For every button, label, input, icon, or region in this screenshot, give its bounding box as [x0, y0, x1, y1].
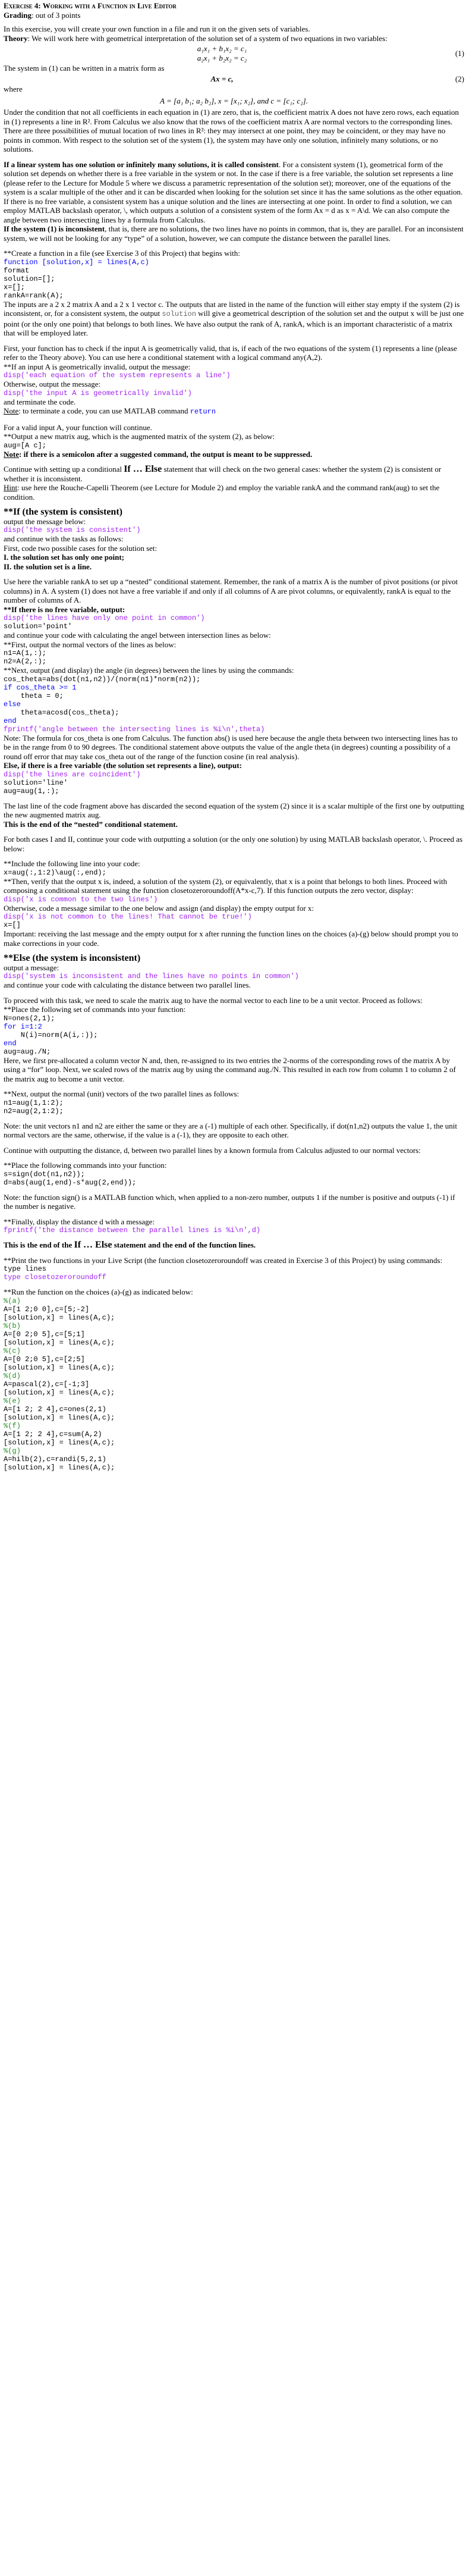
end-text-c: statement and the end of the function lines. [112, 1240, 256, 1249]
grading-label: Grading [4, 10, 32, 20]
code-free-variable-line: disp('the lines are coincident') [4, 770, 141, 779]
function-header-code-line: format [4, 266, 30, 275]
grading-line [4, 11, 464, 20]
note-label: Note [4, 406, 19, 415]
consistent-paragraph [4, 160, 464, 225]
hint-paragraph [4, 483, 464, 502]
code-distance-line: d=abs(aug(1,end)-s*aug(2,end)); [4, 1178, 137, 1187]
ifelse-paragraph [4, 465, 464, 483]
both-cases-paragraph: For both cases I and II, continue your code with outputting a solution (or the only one solution) by using MATLAB backslash operator, \. Proceed as below: [4, 835, 463, 853]
terminate-note [4, 406, 464, 417]
code-normal-vectors [4, 649, 464, 666]
semicolon-note-label: Note [4, 449, 19, 459]
nested-end-paragraph: This is the end of the “nested” conditional statement. [4, 819, 178, 829]
code-run-choices-line: [solution,x] = lines(A,c); [4, 1338, 115, 1347]
angle-note: Note: The formula for cos_theta is one from Calculus. The function abs() is used here because the angle theta between two intersecting lines has to be in the range from 0 to 90 degrees. The conditional statement above outputs the value of the angle theta (in degrees) counting a possibility of a round off error that may take cos_theta out of the range of the function cosine (in real analysis). [4, 733, 458, 761]
case-one: I. the solution set has only one point; [4, 553, 124, 562]
code-run-choices-line: %(e) [4, 1396, 21, 1405]
code-disp-valid: disp('each equation of the system represents a line') [4, 371, 231, 380]
code-scale [4, 1014, 464, 1056]
code-disp-common: disp('x is common to the two lines') [4, 895, 158, 904]
hint-label: Hint [4, 483, 18, 492]
first-check-paragraph: First, your function has to check if the input A is geometrically valid, that is, if each of the two equations of the system (1) represents a line (please refer to the Theory above). You can use here a conditional statement with a logical command any(A,2). [4, 343, 457, 362]
matrix-intro: The system in (1) can be written in a matrix form as [4, 64, 165, 73]
place-commands-label: **Place the following set of commands into your function: [4, 1005, 186, 1014]
if-output-label: output the message below: [4, 516, 86, 526]
code-run-choices-line: [solution,x] = lines(A,c); [4, 1413, 115, 1422]
code-run-choices-line: %(b) [4, 1321, 21, 1330]
matrix-equation-body: Ax = c, [210, 74, 234, 83]
consistent-lead: If a linear system has one solution or infinitely many solutions, it is called consistent [4, 159, 279, 169]
inputs-outputs-paragraph [4, 300, 464, 338]
else-output-label: output a message: [4, 963, 59, 972]
hint-text: : use here the Rouche-Capelli Theorem (see Lecture for Module 2) and employ the variable rankA and the command rank(aug) to set the condition. [4, 483, 440, 502]
code-run-choices-line: %(d) [4, 1371, 21, 1380]
code-angle-line: fprintf('angle between the intersecting lines is %i\n',theta) [4, 725, 265, 734]
code-disp-invalid: disp('the input A is geometrically invalid') [4, 388, 192, 397]
free-variable-label: Else, if there is a free variable (the solution set represents a line), output: [4, 761, 242, 770]
intro-paragraph: In this exercise, you will create your own function in a file and run it on the given sets of variables. [4, 24, 310, 33]
angle-intro: and continue your code with calculating the angel between intersection lines as below: [4, 631, 271, 640]
exercise-title: Exercise 4: Working with a Function in Live Editor [4, 1, 177, 10]
unit-vectors-label: **Next, output the normal (unit) vectors of the two parallel lines as follows: [4, 1089, 240, 1098]
code-fprintf-distance: fprintf('the distance between the parallel lines is %i\n',d) [4, 1226, 261, 1234]
theory-label: Theory [4, 33, 28, 43]
consistent-text: . For a consistent system (1), geometrical form of the solution set depends on whether there is a free variable in the system or not. In the case if there is a free variable, the solution set represents a line (please refer to the Lecture for Module 5 where we discuss a parametric representation of the solution set); moreover, one of the equations of the system is a scalar multiple of the other and it can be discarded when looking for the solution set since it has the same solutions as the other equation. If there is no free variable, a consistent system has a unique solution and the lines are intersecting at one point. In order to find a solution, we can employ MATLAB backslash operator, \, which outputs a solution of a consistent system of the form Ax = d as x = A\d. We can also compute the angle between two intersecting lines by a formula from Calculus. [4, 159, 463, 224]
code-run-choices-line: %(f) [4, 1421, 21, 1430]
function-header-code-line: rankA=rank(A); [4, 291, 64, 300]
code-run-choices-line: A=[1 2; 2 4],c=ones(2,1) [4, 1405, 106, 1414]
code-unit-vectors-line: n2=aug(2,1:2); [4, 1107, 64, 1115]
inconsistent-text: , that is, there are no solutions, the two lines have no points in common, that is, they are parallel. For an inconsistent system, we will not be looking for any “type” of a solution, however, we can compute the distance between the parallel lines. [4, 224, 464, 243]
print-functions-paragraph: **Print the two functions in your Live Script (the function closetozeroroundoff was created in Exercise 3 of this Project) by using commands: [4, 1255, 443, 1265]
code-disp-inconsistent: disp('system is inconsistent and the lines have no points in common') [4, 972, 299, 980]
matrix-definition: A = [a₁ b₁; a₂ b₂], x = [x₁; x₂], and c = [c₁; c₂]. [160, 96, 308, 105]
invalid-instruction: **If an input A is geometrically invalid, output the message: [4, 362, 191, 371]
important-paragraph: Important: receiving the last message and the empty output for x after running the function lines on the choices (a)-(g) below should prompt you to make corrections in your code. [4, 929, 458, 948]
angle-commands-label: **Next, output (and display) the angle (in degrees) between the lines by using the commands: [4, 666, 294, 675]
code-unit-vectors-line: n1=aug(1,1:2); [4, 1098, 64, 1107]
code-run-choices-line: %(g) [4, 1446, 21, 1455]
function-header-code-line: solution=[]; [4, 274, 55, 283]
code-run-choices-line: [solution,x] = lines(A,c); [4, 1388, 115, 1397]
code-type-commands-line: type closetozeroroundoff [4, 1273, 106, 1281]
three-possibilities-paragraph: There are three possibilities of mutual location of two lines in R²: they may intersect at one point, they may be coincident, or they may have no points in common. With respect to the solution set of the system (1), the system may have only one solution, infinitely many solutions, or no solutions. [4, 126, 446, 153]
if-consistent-heading: **If (the system is consistent) [4, 507, 122, 517]
include-line-label: **Include the following line into your code: [4, 859, 140, 868]
equation-system [4, 44, 464, 62]
no-free-variable-label: **If there is no free variable, output: [4, 604, 125, 614]
code-backslash: x=aug(:,1:2)\aug(:,end); [4, 868, 106, 877]
verify-paragraph: **Then, verify that the output x is, indeed, a solution of the system (2), or equivalently, that x is a point that belongs to both lines. Proceed with composing a conditional statement using the function closetozeroroundoff(A*x-c,7). If this function outputs the zero vector, display: [4, 876, 448, 895]
case-two: II. the solution set is a line. [4, 562, 92, 571]
code-distance-line: s=sign(dot(n1,n2)); [4, 1170, 85, 1179]
code-no-free-variable-line: solution='point' [4, 622, 73, 631]
code-run-choices-line: A=[0 2;0 5],c=[2;5] [4, 1355, 85, 1364]
ifelse-text-a: Continue with setting up a conditional [4, 465, 124, 474]
semicolon-note [4, 450, 464, 459]
code-aug: aug=[A c]; [4, 441, 47, 450]
code-run-choices-line: A=pascal(2),c=[-1;3] [4, 1380, 90, 1389]
code-normal-vectors-line: n2=A(2,:); [4, 657, 47, 666]
equation-number-2: (2) [455, 74, 464, 83]
rank-paragraph: Use here the variable rankA to set up a “nested” conditional statement. Remember, the rank of a matrix A is the number of pivot positions (or pivot columns) in A. A system (1) does not have a free variable if and only if all columns of A are pivot columns, or equivalently, rankA is equal to the number of columns of A. [4, 577, 458, 604]
augmented-instruction: **Output a new matrix aug, which is the augmented matrix of the system (2), as below: [4, 432, 275, 441]
normal-vectors-label: **First, output the normal vectors of the lines as below: [4, 640, 177, 649]
theory-paragraph [4, 34, 464, 43]
code-run-choices [4, 1297, 464, 1472]
code-no-free-variable-line: disp('the lines have only one point in common') [4, 614, 205, 622]
code-free-variable-line: solution='line' [4, 778, 68, 787]
preallocate-paragraph: Here, we first pre-allocated a column vector N and, then, re-assigned to its two entries the 2-norms of the corresponding rows of the matrix A by using a “for” loop. Next, we scaled rows of the matrix aug by using the command aug./N. This resulted in each row from column 1 to column 2 of the matrix aug to become a unit vector. [4, 1055, 456, 1083]
else-continue-label: and continue your code with calculating the distance between two parallel lines. [4, 980, 251, 989]
end-text-a: This is the end of the [4, 1240, 74, 1249]
code-run-choices-line: %(c) [4, 1346, 21, 1355]
semicolon-note-text: : if there is a semicolon after a suggested command, the output is meant to be suppressed. [19, 449, 313, 459]
code-run-choices-line: [solution,x] = lines(A,c); [4, 1463, 115, 1472]
code-angle-line: else [4, 700, 21, 709]
code-not-common-line: disp('x is not common to the lines! That cannot be true!') [4, 913, 252, 921]
note-code-return: return [190, 408, 216, 416]
code-run-choices-line: A=[1 2; 2 4],c=sum(A,2) [4, 1430, 102, 1439]
code-not-common-line: x=[] [4, 921, 21, 929]
function-header-code-line: function [solution,x] = lines(A,c) [4, 258, 149, 267]
code-no-free-variable [4, 614, 464, 631]
code-angle-line: if cos_theta >= 1 [4, 683, 77, 692]
last-line-paragraph: The last line of the code fragment above has discarded the second equation of the system (2) since it is a scalar multiple of the first one by outputting the new augmented matrix aug. [4, 801, 464, 819]
code-free-variable [4, 770, 464, 795]
code-unit-vectors [4, 1099, 464, 1115]
code-scale-line: aug=aug./N; [4, 1047, 51, 1056]
grading-value: : out of 3 points [31, 10, 81, 20]
code-disp-consistent: disp('the system is consistent') [4, 526, 141, 534]
inputs-text-a: The inputs are a 2 x 2 matrix A and a 2 x 1 vector c. The outputs that are listed in the name of the function will either stay empty if the system (2) is inconsistent, or, for a consistent system, the output [4, 299, 460, 318]
distance-paragraph: Continue with outputting the distance, d, between two parallel lines by a known formula from Calculus adjusted to our normal vectors: [4, 1145, 421, 1155]
code-not-common [4, 913, 464, 929]
code-normal-vectors-line: n1=A(1,:); [4, 649, 47, 657]
matrix-equation [4, 74, 464, 84]
final-display-label: **Finally, display the distance d with a message: [4, 1217, 155, 1226]
code-distance [4, 1170, 464, 1187]
function-header-code-line: x=[]; [4, 283, 26, 292]
code-angle [4, 675, 464, 734]
code-type-commands-line: type lines [4, 1265, 47, 1273]
code-angle-line: end [4, 716, 17, 725]
ifelse-text-c: statement that will check on the two general cases: whether the system (2) is consistent or whether it is inconsistent. [4, 465, 442, 483]
code-angle-line: theta = 0; [4, 691, 64, 700]
unit-vectors-note: Note: the unit vectors n1 and n2 are either the same or they are a (-1) multiple of each other. Specifically, if dot(n1,n2) outputs the value 1, the unit normal vectors are the same, otherwise, if the value is a (-1), they are opposite to each other. [4, 1121, 458, 1139]
equation-2: a₂x₁ + b₂x₂ = c₂ [197, 53, 247, 62]
equation-number-1: (1) [455, 48, 464, 58]
sign-note: Note: the function sign() is a MATLAB function which, when applied to a non-zero number, outputs 1 if the number is positive and outputs (-1) if the number is negative. [4, 1192, 455, 1211]
function-header-code [4, 258, 464, 300]
scale-paragraph: To proceed with this task, we need to scale the matrix aug to have the normal vector to each line to be a unit vector. Proceed as follows: [4, 995, 423, 1005]
code-type-commands [4, 1265, 464, 1281]
valid-input-paragraph: For a valid input A, your function will continue. [4, 422, 152, 432]
code-scale-line: N(i)=norm(A(i,:)); [4, 1030, 98, 1039]
end-of-function-paragraph [4, 1240, 464, 1250]
run-choices-label: **Run the function on the choices (a)-(g) as indicated below: [4, 1287, 193, 1296]
where-label: where [4, 84, 23, 93]
code-run-choices-line: A=[1 2;0 0],c=[5;-2] [4, 1305, 90, 1314]
otherwise-instruction: Otherwise, output the message: [4, 380, 101, 388]
theory-text: : We will work here with geometrical interpretation of the solution set of a system of two equations in two variables: [27, 33, 388, 43]
inputs-text-b: will give a geometrical description of the solution set and the output x will be just one point (or the only one point) that belongs to both lines. We have also output the rank of A, rankA, which is an important characteristic of a matrix that will be employed later. [4, 309, 464, 337]
code-scale-line: N=ones(2,1); [4, 1014, 55, 1023]
code-angle-line: theta=acosd(cos_theta); [4, 708, 119, 717]
if-continue-label: and continue with the tasks as follows: [4, 534, 124, 543]
inputs-code-solution: solution [162, 310, 196, 318]
ifelse-keyword: If … Else [124, 464, 162, 474]
end-keyword: If … Else [74, 1240, 112, 1250]
code-free-variable-line: aug=aug(1,:); [4, 786, 59, 795]
code-run-choices-line: [solution,x] = lines(A,c); [4, 1313, 115, 1322]
code-scale-line: end [4, 1039, 17, 1048]
code-scale-line: for i=1:2 [4, 1022, 42, 1031]
inconsistent-paragraph [4, 224, 464, 243]
under-condition-paragraph: Under the condition that not all coefficients in each equation in (1) are zero, that is, the coefficient matrix A does not have zero rows, each equation in (1) represents a line in R². From Calculus we also know that the rows of the coefficient matrix A are normal vectors to the corresponding lines. [4, 108, 459, 126]
else-inconsistent-heading: **Else (the system is inconsistent) [4, 953, 141, 963]
note-text: : to terminate a code, you can use MATLAB command [18, 406, 190, 415]
code-angle-line: cos_theta=abs(dot(n1,n2))/(norm(n1)*norm(n2)); [4, 675, 201, 684]
terminate-instruction: and terminate the code. [4, 397, 76, 406]
code-run-choices-line: %(a) [4, 1296, 21, 1305]
code-run-choices-line: A=[0 2;0 5],c=[5;1] [4, 1330, 85, 1339]
create-function-instruction: **Create a function in a file (see Exercise 3 of this Project) that begins with: [4, 249, 240, 258]
two-cases-label: First, code two possible cases for the solution set: [4, 543, 158, 553]
code-run-choices-line: A=hilb(2),c=randi(5,2,1) [4, 1455, 106, 1464]
code-run-choices-line: [solution,x] = lines(A,c); [4, 1363, 115, 1372]
code-run-choices-line: [solution,x] = lines(A,c); [4, 1438, 115, 1447]
inconsistent-lead: If the system (1) is inconsistent [4, 224, 105, 233]
equation-1: a₁x₁ + b₁x₂ = c₁ [197, 44, 247, 53]
place-distance-label: **Place the following commands into your function: [4, 1161, 167, 1170]
otherwise-empty-label: Otherwise, code a message similar to the one below and assign (and display) the empty output for x: [4, 903, 314, 913]
